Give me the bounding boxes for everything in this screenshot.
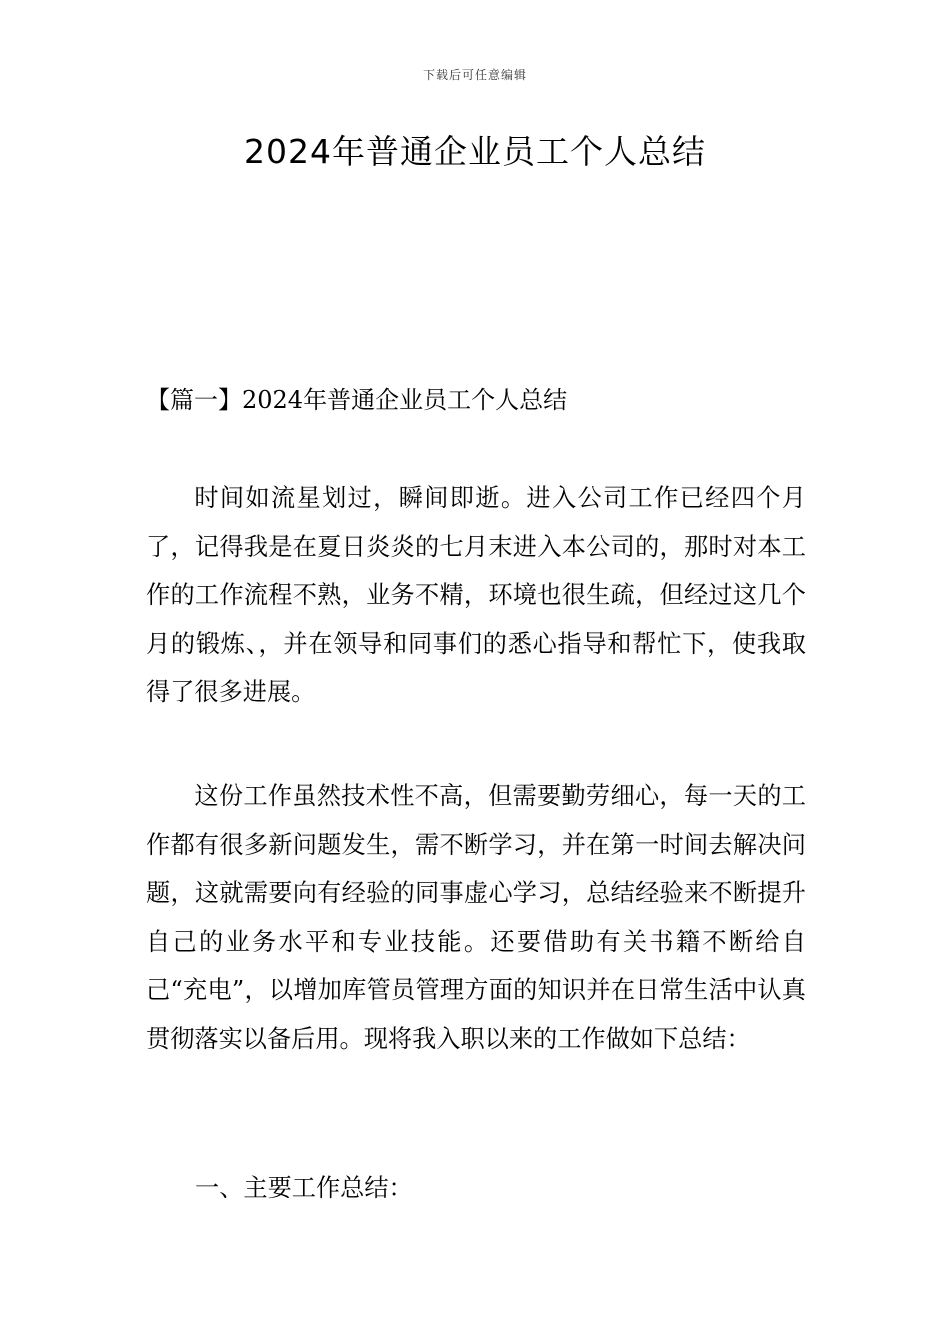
document-title: 2024年普通企业员工个人总结 [244,132,706,171]
body-paragraph: 这份工作虽然技术性不高，但需要勤劳细心，每一天的工作都有很多新问题发生，需不断学习，并在第一时间去解决问题，这就需要向有经验的同事虚心学习，总结经验来不断提升自己的业务水平和专业技能。还要借助有关书籍不断给自己“充电”，以增加库管员管理方面的知识并在日常生活中认真贯彻落实以备后用。现将我入职以来的工作做如下总结： [146,782,806,1053]
subheading-main-work-summary: 一、主要工作总结： [195,1174,413,1202]
section-heading: 【篇一】2024年普通企业员工个人总结 [146,386,568,414]
body-paragraph: 时间如流星划过，瞬间即逝。进入公司工作已经四个月了，记得我是在夏日炎炎的七月末进入本公司的，那时对本工作的工作流程不熟，业务不精，环境也很生疏，但经过这几个月的锻炼、，并在领导和同事们的悉心指导和帮忙下，使我取得了很多进展。 [146,484,806,707]
header-note: 下载后可任意编辑 [422,68,527,82]
